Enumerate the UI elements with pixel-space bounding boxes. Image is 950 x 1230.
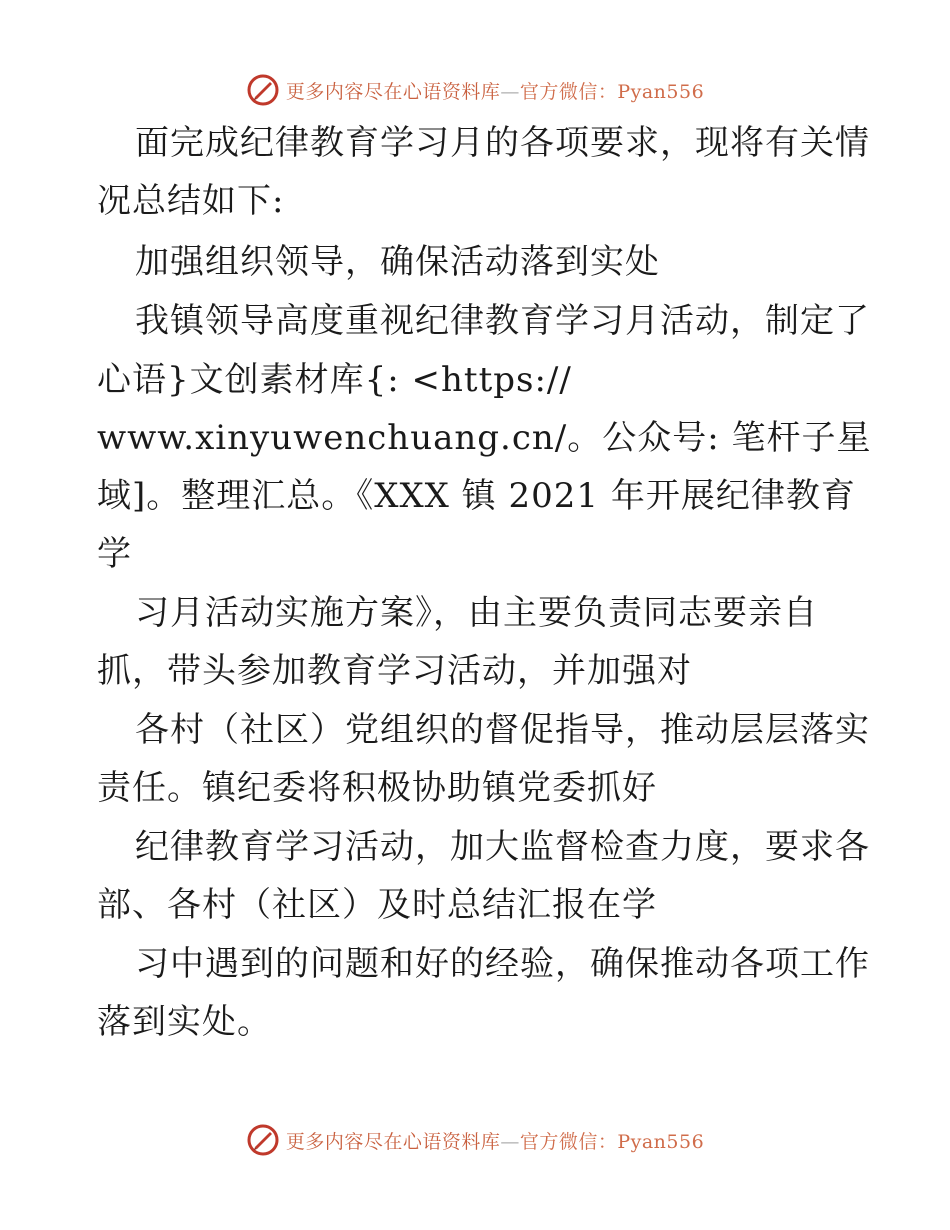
quill-logo-icon xyxy=(246,73,280,107)
paragraph-line: 习中遇到的问题和好的经验，确保推动各项工作 xyxy=(135,944,870,984)
banner-text: 更多内容尽在心语资料库—官方微信：Pyan556 xyxy=(285,80,705,103)
paragraph-line: 我镇领导高度重视纪律教育学习月活动，制定了 xyxy=(135,301,870,341)
paragraph-line: 责任。镇纪委将积极协助镇党委抓好 xyxy=(97,768,657,808)
paragraph-line: 学 xyxy=(97,534,132,574)
paragraph-line: www.xinyuwenchuang.cn/。公众号: 笔杆子星 xyxy=(97,418,872,458)
paragraph-line: 落到实处。 xyxy=(97,1002,272,1042)
paragraph-line: 面完成纪律教育学习月的各项要求，现将有关情 xyxy=(135,123,870,163)
paragraph-line: 各村（社区）党组织的督促指导，推动层层落实 xyxy=(135,710,870,750)
header-banner xyxy=(0,70,950,110)
section-heading: 加强组织领导，确保活动落到实处 xyxy=(135,242,660,282)
paragraph-line: 况总结如下: xyxy=(97,181,285,221)
paragraph-line: 抓，带头参加教育学习活动，并加强对 xyxy=(97,651,692,691)
paragraph-line: 域]。整理汇总。《XXX 镇 2021 年开展纪律教育 xyxy=(97,476,856,516)
paragraph-line: 习月活动实施方案》，由主要负责同志要亲自 xyxy=(135,593,818,633)
footer-banner xyxy=(0,1120,950,1160)
paragraph-line: 心语}文创素材库{: <https:// xyxy=(97,360,572,400)
banner-text: 更多内容尽在心语资料库—官方微信：Pyan556 xyxy=(285,1130,705,1153)
paragraph-line: 部、各村（社区）及时总结汇报在学 xyxy=(97,885,657,925)
paragraph-line: 纪律教育学习活动，加大监督检查力度，要求各 xyxy=(135,827,870,867)
quill-logo-icon xyxy=(246,1123,280,1157)
